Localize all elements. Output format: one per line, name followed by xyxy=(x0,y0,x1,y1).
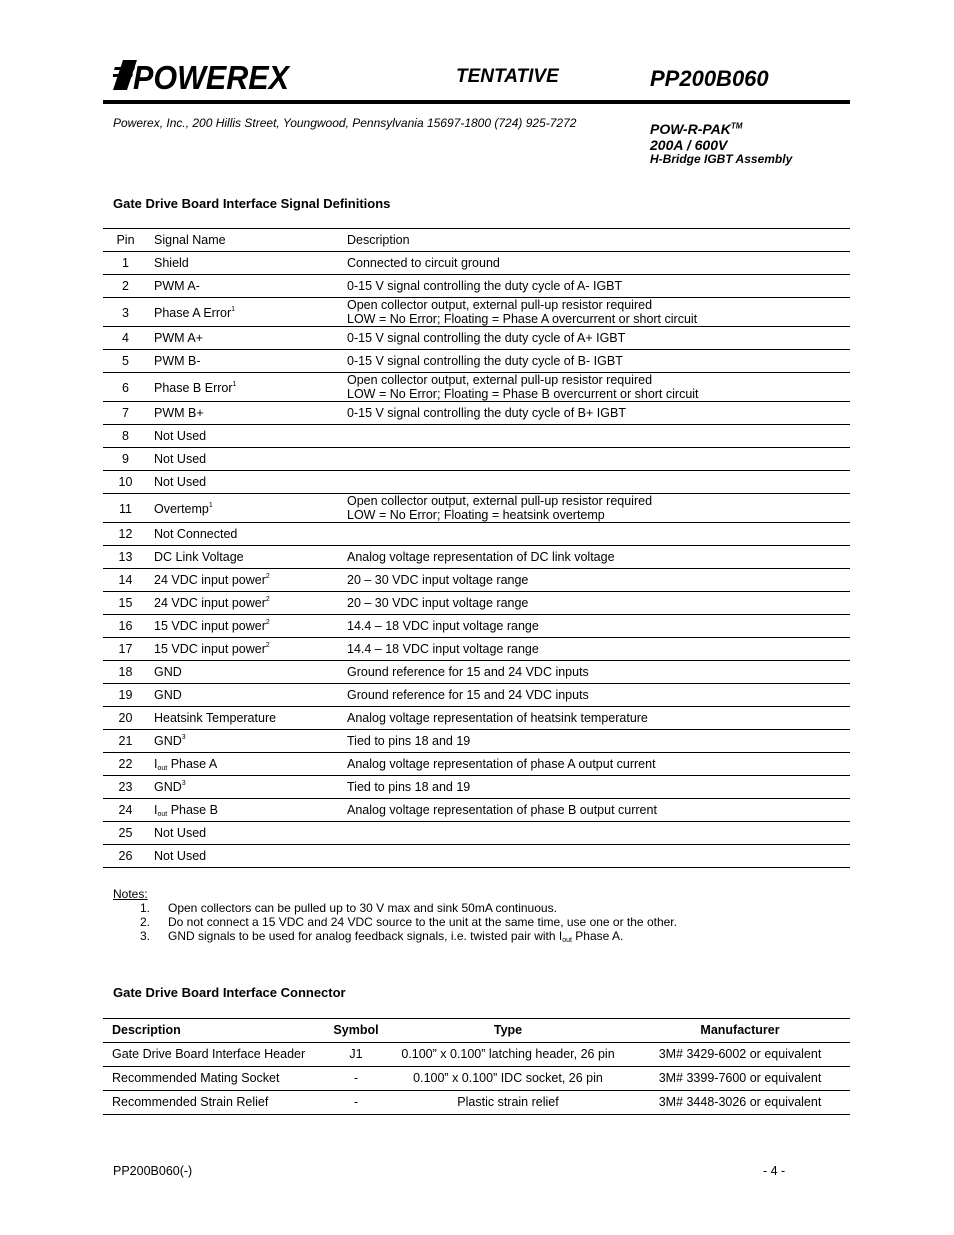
signal-name-text: PWM A- xyxy=(154,279,200,293)
description-line: 0-15 V signal controlling the duty cycle of B+ IGBT xyxy=(347,406,626,420)
signal-name-text: Not Used xyxy=(154,849,207,863)
powerex-logo xyxy=(113,58,291,92)
current-symbol: I xyxy=(154,803,158,817)
signal-name xyxy=(154,665,182,679)
description-line: Open collector output, external pull-up resistor required xyxy=(347,494,653,508)
note-text-main: Open collectors can be pulled up to 30 V max and sink 50mA continuous. xyxy=(168,901,557,915)
signal-name xyxy=(154,826,206,840)
pin-number: 7 xyxy=(122,406,129,420)
signal-description xyxy=(347,279,622,293)
signal-name-text: Phase A Error xyxy=(154,306,232,320)
signal-name-text: 24 VDC input power xyxy=(154,573,266,587)
description-line: 20 – 30 VDC input voltage range xyxy=(347,596,529,610)
description-line: 0-15 V signal controlling the duty cycle of A- IGBT xyxy=(347,279,623,293)
signal-name xyxy=(154,688,182,702)
table-row xyxy=(103,684,850,707)
signal-name-text: Not Used xyxy=(154,475,207,489)
pin-number: 24 xyxy=(118,803,133,817)
signal-description xyxy=(347,803,657,817)
table-row xyxy=(103,448,850,471)
signal-name-text: PWM B+ xyxy=(154,406,204,420)
signal-name-text: Phase A xyxy=(167,757,218,771)
pin-number: 12 xyxy=(118,527,133,541)
pin-number: 5 xyxy=(122,354,129,368)
signal-description xyxy=(347,596,528,610)
description-line: Analog voltage representation of DC link voltage xyxy=(347,550,615,564)
pin-number: 16 xyxy=(118,619,133,633)
signal-name xyxy=(154,429,206,443)
description-line: 20 – 30 VDC input voltage range xyxy=(347,573,529,587)
description-line: Analog voltage representation of phase B output current xyxy=(347,803,657,817)
signal-name-text: Not Used xyxy=(154,452,207,466)
signal-name-text: Phase B xyxy=(167,803,218,817)
footnote-ref: 2 xyxy=(265,619,270,626)
signal-name-text: PWM B- xyxy=(154,354,201,368)
signal-name-text: GND xyxy=(154,734,182,748)
pin-number: 3 xyxy=(122,306,129,320)
signal-name xyxy=(154,573,270,587)
description-line: Open collector output, external pull-up resistor required xyxy=(347,373,653,387)
trademark: TM xyxy=(730,121,743,131)
symbol-header: Symbol xyxy=(333,1023,379,1037)
signal-description xyxy=(347,734,470,748)
table-row xyxy=(103,350,850,373)
footnote-ref: 1 xyxy=(208,502,213,509)
signal-name xyxy=(154,711,276,725)
note-number: 1. xyxy=(140,901,151,915)
table-row xyxy=(103,471,850,494)
note-text-main: Do not connect a 15 VDC and 24 VDC source to the unit at the same time, use one or the other. xyxy=(168,915,677,929)
footnote-ref: 2 xyxy=(265,642,270,649)
signal-name-text: Shield xyxy=(154,256,189,270)
footnote-ref: 2 xyxy=(265,596,270,603)
signal-name xyxy=(154,452,206,466)
table-row xyxy=(103,402,850,425)
signal-name xyxy=(154,354,201,368)
subscript: out xyxy=(562,937,572,944)
signal-description xyxy=(347,711,648,725)
component-symbol: - xyxy=(353,1095,359,1109)
signal-description xyxy=(347,494,652,522)
signal-name xyxy=(154,406,204,420)
table-row xyxy=(103,1067,850,1091)
description-line: 0-15 V signal controlling the duty cycle of A+ IGBT xyxy=(347,331,626,345)
signal-table-header xyxy=(103,228,850,252)
connector-table xyxy=(103,1018,850,1115)
component-description: Gate Drive Board Interface Header xyxy=(112,1047,306,1061)
subscript: out xyxy=(157,811,168,818)
description-line: 0-15 V signal controlling the duty cycle of B- IGBT xyxy=(347,354,623,368)
signal-name xyxy=(154,803,218,818)
connector-table-header xyxy=(103,1018,850,1043)
table-row xyxy=(103,822,850,845)
signal-description xyxy=(347,619,539,633)
table-row xyxy=(103,845,850,868)
note-text xyxy=(168,901,557,915)
product-name: POW-R-PAK xyxy=(650,121,731,137)
signal-name xyxy=(154,619,270,633)
table-row xyxy=(103,425,850,448)
pin-number: 19 xyxy=(118,688,133,702)
table-row xyxy=(103,1091,850,1115)
description-line: Open collector output, external pull-up resistor required xyxy=(347,298,653,312)
description-line: Analog voltage representation of heatsink temperature xyxy=(347,711,648,725)
description-line: LOW = No Error; Floating = Phase B overcurrent or short circuit xyxy=(347,387,699,401)
signal-name-text: Not Connected xyxy=(154,527,238,541)
table-row xyxy=(103,753,850,776)
pin-number: 10 xyxy=(118,475,133,489)
signal-description xyxy=(347,298,697,326)
part-number: PP200B060 xyxy=(650,66,769,91)
component-description: Recommended Strain Relief xyxy=(112,1095,269,1109)
component-manufacturer: 3M# 3429-6002 or equivalent xyxy=(658,1047,822,1061)
pin-number: 13 xyxy=(118,550,133,564)
signal-name xyxy=(154,757,217,772)
component-type: 0.100” x 0.100” latching header, 26 pin xyxy=(401,1047,615,1061)
signal-section-title: Gate Drive Board Interface Signal Definitions xyxy=(113,196,391,211)
table-row xyxy=(103,252,850,275)
table-row xyxy=(103,615,850,638)
description-line: Connected to circuit ground xyxy=(347,256,500,270)
manufacturer-header: Manufacturer xyxy=(700,1023,780,1037)
table-row xyxy=(103,1043,850,1067)
footnote-ref: 3 xyxy=(181,734,186,741)
signal-name-text: GND xyxy=(154,688,182,702)
signal-name-text: Heatsink Temperature xyxy=(154,711,277,725)
signal-description xyxy=(347,688,589,702)
pin-number: 26 xyxy=(118,849,133,863)
table-row xyxy=(103,569,850,592)
table-row xyxy=(103,707,850,730)
footer-part-number: PP200B060(-) xyxy=(113,1164,193,1178)
pin-header: Pin xyxy=(116,233,135,247)
footnote-ref: 1 xyxy=(231,306,236,313)
description-line: Tied to pins 18 and 19 xyxy=(347,780,471,794)
signal-description xyxy=(347,331,625,345)
description-header: Description xyxy=(347,233,410,247)
description-line: Ground reference for 15 and 24 VDC inputs xyxy=(347,665,589,679)
pin-number: 11 xyxy=(119,502,132,516)
pin-number: 22 xyxy=(118,757,133,771)
connector-section-title: Gate Drive Board Interface Connector xyxy=(113,985,346,1000)
signal-name-text: Phase B Error xyxy=(154,381,233,395)
signal-name-text: GND xyxy=(154,780,182,794)
pin-number: 9 xyxy=(122,452,129,466)
description-line: LOW = No Error; Floating = Phase A overcurrent or short circuit xyxy=(347,312,698,326)
note-item xyxy=(113,901,557,915)
product-description: H-Bridge IGBT Assembly xyxy=(650,152,793,167)
pin-number: 14 xyxy=(118,573,133,587)
signal-description xyxy=(347,573,528,587)
component-manufacturer: 3M# 3399-7600 or equivalent xyxy=(658,1071,822,1085)
component-manufacturer: 3M# 3448-3026 or equivalent xyxy=(658,1095,822,1109)
note-item xyxy=(113,929,624,944)
pin-number: 1 xyxy=(122,256,129,270)
table-row xyxy=(103,494,850,523)
note-number: 3. xyxy=(140,929,151,943)
company-address: Powerex, Inc., 200 Hillis Street, Youngwood, Pennsylvania 15697-1800 (724) 925-7272 xyxy=(113,116,577,130)
pin-number: 23 xyxy=(118,780,133,794)
signal-description xyxy=(347,256,500,270)
table-row xyxy=(103,275,850,298)
pin-number: 17 xyxy=(118,642,133,656)
table-row xyxy=(103,327,850,350)
signal-name xyxy=(154,475,206,489)
signal-name xyxy=(154,642,270,656)
component-symbol: J1 xyxy=(349,1047,363,1061)
signal-name xyxy=(154,331,203,345)
component-type: Plastic strain relief xyxy=(457,1095,559,1109)
signal-name xyxy=(154,279,200,293)
table-row xyxy=(103,546,850,569)
signal-name-text: Not Used xyxy=(154,826,207,840)
signal-description xyxy=(347,550,615,564)
table-row xyxy=(103,776,850,799)
signal-name xyxy=(154,256,189,270)
signal-name-text: 15 VDC input power xyxy=(154,619,266,633)
description-line: Tied to pins 18 and 19 xyxy=(347,734,471,748)
signal-description xyxy=(347,373,699,401)
signal-name xyxy=(154,780,186,794)
signal-table xyxy=(103,228,850,868)
signal-name xyxy=(154,734,186,748)
description-line: 14.4 – 18 VDC input voltage range xyxy=(347,619,539,633)
description-line: Ground reference for 15 and 24 VDC inputs xyxy=(347,688,589,702)
logo-text: POWEREX xyxy=(133,59,291,92)
signal-name xyxy=(154,596,270,610)
signal-description xyxy=(347,757,656,771)
signal-name-text: GND xyxy=(154,665,182,679)
pin-number: 25 xyxy=(118,826,133,840)
signal-name xyxy=(154,381,236,395)
pin-number: 4 xyxy=(122,331,129,345)
footnote-ref: 2 xyxy=(265,573,270,580)
product-rating: 200A / 600V xyxy=(650,137,728,154)
signal-description xyxy=(347,354,623,368)
signal-description xyxy=(347,642,539,656)
pin-number: 15 xyxy=(118,596,133,610)
footnote-ref: 3 xyxy=(181,780,186,787)
table-row xyxy=(103,592,850,615)
pin-number: 8 xyxy=(122,429,129,443)
tentative-label: TENTATIVE xyxy=(456,66,559,87)
description-line: 14.4 – 18 VDC input voltage range xyxy=(347,642,539,656)
signal-name-text: PWM A+ xyxy=(154,331,203,345)
pin-number: 20 xyxy=(118,711,133,725)
header-rule xyxy=(103,100,850,104)
description-line: Analog voltage representation of phase A output current xyxy=(347,757,656,771)
signal-name-text: Not Used xyxy=(154,429,207,443)
table-row xyxy=(103,298,850,327)
product-name-line xyxy=(650,121,792,137)
component-symbol: - xyxy=(353,1071,359,1085)
footnote-ref: 1 xyxy=(232,381,237,388)
table-row xyxy=(103,373,850,402)
table-row xyxy=(103,638,850,661)
note-number: 2. xyxy=(140,915,151,929)
signal-name xyxy=(154,502,213,516)
signal-name xyxy=(154,527,237,541)
signal-name xyxy=(154,306,235,320)
pin-number: 21 xyxy=(118,734,133,748)
signal-name xyxy=(154,550,244,564)
note-item xyxy=(113,915,677,929)
type-header: Type xyxy=(493,1023,523,1037)
component-description: Recommended Mating Socket xyxy=(112,1071,280,1085)
notes-heading: Notes: xyxy=(113,887,148,901)
table-row xyxy=(103,799,850,822)
signal-name-header: Signal Name xyxy=(154,233,226,247)
subscript: out xyxy=(157,765,168,772)
signal-name xyxy=(154,849,206,863)
signal-name-text: 24 VDC input power xyxy=(154,596,266,610)
table-row xyxy=(103,661,850,684)
pin-number: 18 xyxy=(118,665,133,679)
component-type: 0.100” x 0.100” IDC socket, 26 pin xyxy=(413,1071,603,1085)
signal-name-text: Overtemp xyxy=(154,502,209,516)
note-text-main: GND signals to be used for analog feedback signals, i.e. twisted pair with I xyxy=(168,929,563,943)
description-header: Description xyxy=(112,1023,181,1037)
signal-name-text: 15 VDC input power xyxy=(154,642,266,656)
note-text xyxy=(168,915,677,929)
note-text-tail: Phase A. xyxy=(571,929,624,943)
notes xyxy=(113,887,677,944)
signal-name-text: DC Link Voltage xyxy=(154,550,244,564)
signal-description xyxy=(347,406,626,420)
pin-number: 2 xyxy=(122,279,129,293)
table-row xyxy=(103,523,850,546)
description-line: LOW = No Error; Floating = heatsink overtemp xyxy=(347,508,605,522)
current-symbol: I xyxy=(154,757,158,771)
page-number: - 4 - xyxy=(763,1164,786,1178)
signal-description xyxy=(347,665,589,679)
pin-number: 6 xyxy=(122,381,129,395)
signal-description xyxy=(347,780,470,794)
table-row xyxy=(103,730,850,753)
note-text xyxy=(168,929,623,948)
product-info xyxy=(650,121,792,167)
